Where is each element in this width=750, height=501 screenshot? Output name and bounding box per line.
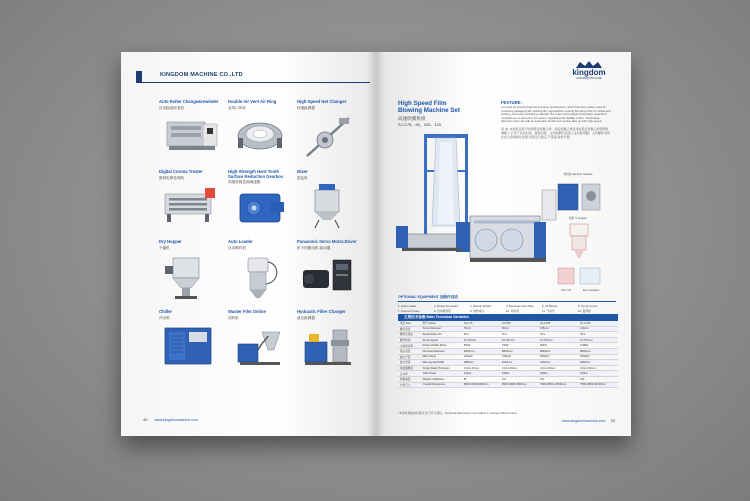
table-cell: Ø300mm <box>462 348 500 354</box>
product-net-changer <box>297 100 369 172</box>
product-name: Hydraulic Filter Changer <box>297 309 346 314</box>
open-brochure <box>121 52 631 436</box>
product-name: Digital Corona Treater <box>159 169 203 174</box>
cap-control: 电控柜 Electric Cabinet <box>563 172 593 176</box>
product-auto-loader <box>228 240 300 312</box>
film-blowing-machine-image <box>394 130 562 292</box>
product-name-zh: 混色机 <box>297 176 308 180</box>
table-cell: 2000mm <box>500 360 538 366</box>
table-cell: Weight of Machine <box>421 376 462 382</box>
chiller-image <box>161 324 215 368</box>
product-name-zh: 干燥机 <box>159 246 170 250</box>
option-item: 10. 双收卷 <box>506 309 520 313</box>
right-page-footer <box>562 418 615 423</box>
page-number: 40 <box>143 417 148 422</box>
option-item: 3. Double Winder <box>470 304 492 308</box>
header-bar <box>136 71 142 82</box>
table-cell: 总功率 <box>398 371 421 377</box>
product-waste-film <box>228 310 300 382</box>
film-samples-image <box>554 264 606 290</box>
option-item: 11. 气动式 <box>542 309 555 313</box>
table-header-cell: 项目 Item <box>398 321 421 326</box>
table-cell: 180kg/h <box>538 354 578 360</box>
option-item: 9. 旋转模头 <box>470 309 485 313</box>
option-item: 6. Up Air Cooler <box>578 304 598 308</box>
table-cell: 0.01-0.15mm <box>462 365 500 371</box>
feature-text-zh: 用 途: 本机组适用于吹塑低密度聚乙烯、高密度聚乙烯及线性低密度聚乙烯等塑料薄膜,广泛用于食品包装、服装包装、农用地膜及其他工业包装用膜。主机螺杆采用优质合金钢氮化处理,机组运行稳定,产量高,收卷平整。 <box>501 126 610 140</box>
table-cell: 0.01-0.15mm <box>500 365 538 371</box>
mixer-image <box>307 182 347 230</box>
table-cell: 75kW <box>500 343 538 349</box>
table-cell: 1800mm <box>462 360 500 366</box>
table-cell: 2400mm <box>538 360 578 366</box>
table-cell: Power of Main Motor <box>421 343 462 349</box>
table-header-cell: SJ-C75 <box>462 321 500 326</box>
spec-table <box>398 314 618 388</box>
footer-url: www.kingdommachine.com <box>154 418 198 422</box>
table-cell: 105mm <box>538 326 578 332</box>
table-cell: 螺杆转速 <box>398 337 421 343</box>
table-cell: 10-75r/min <box>578 337 618 343</box>
table-cell: 8T <box>462 376 500 382</box>
table-cell: 10T <box>500 376 538 382</box>
feature-heading: FEATURE: <box>501 100 522 105</box>
air-ring-image <box>234 112 286 158</box>
table-cell: 模头直径 <box>398 348 421 354</box>
gearbox-image <box>236 188 288 228</box>
table-cell: 150kg/h <box>500 354 538 360</box>
table-cell: 30:1 <box>462 332 500 338</box>
waste-film-image <box>232 322 288 370</box>
product-name: Chiller <box>159 309 173 314</box>
table-cell: 110kW <box>578 343 618 349</box>
table-cell: 120kg/h <box>462 354 500 360</box>
product-name-zh: 双风口风环 <box>228 106 246 110</box>
table-cell: 90kW <box>538 343 578 349</box>
table-row <box>398 382 618 388</box>
table-cell: 120mm <box>578 326 618 332</box>
table-cell: Single Sided Thickness <box>421 365 462 371</box>
product-auto-roller <box>159 100 231 172</box>
product-models: SJ-C75、90、105、120 <box>398 122 442 127</box>
electric-cabinet-image <box>554 178 604 214</box>
product-name-zh: 冷水机 <box>159 316 170 320</box>
table-cell: 2800mm <box>578 360 618 366</box>
table-cell: 外形尺寸 <box>398 382 421 388</box>
product-name-zh: 数码电晕处理机 <box>159 176 185 180</box>
hydraulic-filter-image <box>301 322 357 370</box>
table-cell: Screw Ratio L/D <box>421 332 462 338</box>
product-name-zh: 松下伺服电机,驱动器 <box>297 246 331 250</box>
product-name: Dry Hopper <box>159 239 182 244</box>
table-cell: 0.01-0.15mm <box>538 365 578 371</box>
feature-text: It is used for blowing high low pressure polyethylene, which has been widely used for producing packaging film,packing film, agricultural covering film,bag of film for textile and clothing, and other packaging material. The main screw adopts fluorination material of molybdenum or aluminum for reason, upgrading the stability of film. Inbuilt large-diameter rotary die with an automatic winder and revolve take up with high speed. <box>501 105 611 124</box>
product-gearbox <box>228 170 300 242</box>
cap-film-b: Film samples <box>582 288 600 292</box>
product-name-zh: 回料机 <box>228 316 239 320</box>
table-cell: 7500×3800×11500mm <box>578 382 618 388</box>
table-cell: Max Output <box>421 354 462 360</box>
dry-hopper-image <box>163 252 211 300</box>
table-cell: Die Head Diameter <box>421 348 462 354</box>
product-name-zh: 高强度硬齿面减速箱 <box>228 180 261 184</box>
corona-treater-image <box>161 184 219 228</box>
product-hydraulic-filter <box>297 310 369 382</box>
table-header-cell: 型号 Model <box>421 321 462 326</box>
table-cell: 最大产量 <box>398 354 421 360</box>
option-item: 4. Rewinder Auto Stop <box>506 304 534 308</box>
spec-grid <box>398 321 618 388</box>
table-header-cell: SJ-C105 <box>538 321 578 326</box>
table-cell: Screw Diameter <box>421 326 462 332</box>
product-name: Auto Loader <box>228 239 253 244</box>
product-title <box>398 100 460 114</box>
product-name: Panasonic Servo Motor,Driver <box>297 239 357 244</box>
table-cell: 10-75r/min <box>500 337 538 343</box>
product-air-ring <box>228 100 300 172</box>
table-cell: 7000×3500×10500mm <box>538 382 578 388</box>
net-changer-image <box>299 112 355 160</box>
option-item: 7. Corona Treater <box>398 309 420 313</box>
option-item: 12. 鼓风机 <box>578 309 592 313</box>
table-cell: 6500×3300×9800mm <box>500 382 538 388</box>
table-cell: 最大折径 <box>398 360 421 366</box>
product-name: High-Speed Net Changer <box>297 99 347 104</box>
table-header-cell: SJ-C90 <box>500 321 538 326</box>
table-header-cell: SJ-C120 <box>578 321 618 326</box>
product-servo-motor <box>297 240 369 312</box>
table-cell: 30:1 <box>578 332 618 338</box>
table-cell: 12T <box>538 376 578 382</box>
table-cell: 150kw <box>500 371 538 377</box>
product-chiller <box>159 310 231 382</box>
option-item: 5. Air Blower <box>542 304 558 308</box>
company-name: KINGDOM MACHINE CO.,LTD <box>160 72 243 78</box>
cap-hopper: 加料斗 Hopper <box>568 216 588 220</box>
table-cell: 螺杆长径比 <box>398 332 421 338</box>
table-cell: Overall Dimensions <box>421 382 462 388</box>
table-cell: 主电机功率 <box>398 343 421 349</box>
product-name-zh: 自动换卷收卷机 <box>159 106 185 110</box>
table-body <box>398 326 618 388</box>
option-item: 2. Rotary Die Head <box>434 304 458 308</box>
table-cell: 单层膜厚度 <box>398 365 421 371</box>
table-cell: 220kw <box>578 371 618 377</box>
left-page-header <box>136 71 370 83</box>
table-cell: 6000×3000×9000mm <box>462 382 500 388</box>
product-name-zh: 液压换网器 <box>297 316 315 320</box>
table-cell: Max Lay-flat Width <box>421 360 462 366</box>
cap-film-a: Film roll <box>561 288 571 292</box>
product-name: Double Air Vent Air Ring <box>228 99 277 104</box>
spec-note: *本资料规格如有更改,恕不另行通知。Technical Parameters are subject to change without notice <box>398 411 517 415</box>
table-cell: 机组重量 <box>398 376 421 382</box>
product-name: High-Strength Hard Tooth Surface Reduction Gearbox <box>228 169 284 179</box>
table-cell: 10-75r/min <box>538 337 578 343</box>
table-cell: Screw Speed <box>421 337 462 343</box>
table-cell: 220kg/h <box>578 354 618 360</box>
servo-motor-image <box>299 256 357 296</box>
hopper-image <box>562 222 596 262</box>
product-name: Auto Roller Change&rewinder <box>159 99 219 104</box>
footer-url: www.kingdommachine.com <box>562 419 606 423</box>
product-name-zh: 自动吸料机 <box>228 246 246 250</box>
table-cell: 螺杆直径 <box>398 326 421 332</box>
option-item: 1. Auto Loader <box>398 304 417 308</box>
table-cell: Ø400mm <box>500 348 538 354</box>
table-cell: 10-75r/min <box>462 337 500 343</box>
auto-roller-image <box>163 114 221 156</box>
logo-word: kingdom <box>572 68 606 77</box>
table-cell: 120kw <box>462 371 500 377</box>
optional-equipment <box>398 295 616 314</box>
logo-sub: KINGDOM MACHINE <box>576 77 602 80</box>
table-cell: Total Power <box>421 371 462 377</box>
product-name-zh: 快速换网器 <box>297 106 315 110</box>
left-page-footer <box>143 417 198 422</box>
table-cell: Ø600mm <box>578 348 618 354</box>
table-cell: 15T <box>578 376 618 382</box>
product-name: Mixer <box>297 169 308 174</box>
title-line-2: Blowing Machine Set <box>398 107 460 114</box>
option-heading: OPTIONAL EQUIPMENT 选购件说明 <box>398 295 616 302</box>
table-heading: 主要技术参数 Main Technical Variables <box>398 314 618 321</box>
table-cell: 75mm <box>462 326 500 332</box>
table-cell: 30:1 <box>538 332 578 338</box>
table-cell: 55kW <box>462 343 500 349</box>
page-number: 33 <box>610 418 615 423</box>
table-cell: 30:1 <box>500 332 538 338</box>
product-corona-treater <box>159 170 231 242</box>
option-item: 8. 自动吸料机 <box>434 309 452 313</box>
product-dry-hopper <box>159 240 231 312</box>
product-name: Waster Film Online <box>228 309 266 314</box>
product-title-zh: 高速吹膜机组 <box>398 116 426 121</box>
table-cell: 90mm <box>500 326 538 332</box>
table-cell: Ø500mm <box>538 348 578 354</box>
table-cell: 180kw <box>538 371 578 377</box>
product-mixer <box>297 170 369 242</box>
left-page <box>121 52 376 436</box>
table-cell: 0.01-0.15mm <box>578 365 618 371</box>
kingdom-logo <box>563 61 615 85</box>
option-list <box>398 304 616 314</box>
auto-loader-image <box>236 252 284 302</box>
title-line-1: High Speed Film <box>398 100 447 107</box>
right-page <box>376 52 631 436</box>
